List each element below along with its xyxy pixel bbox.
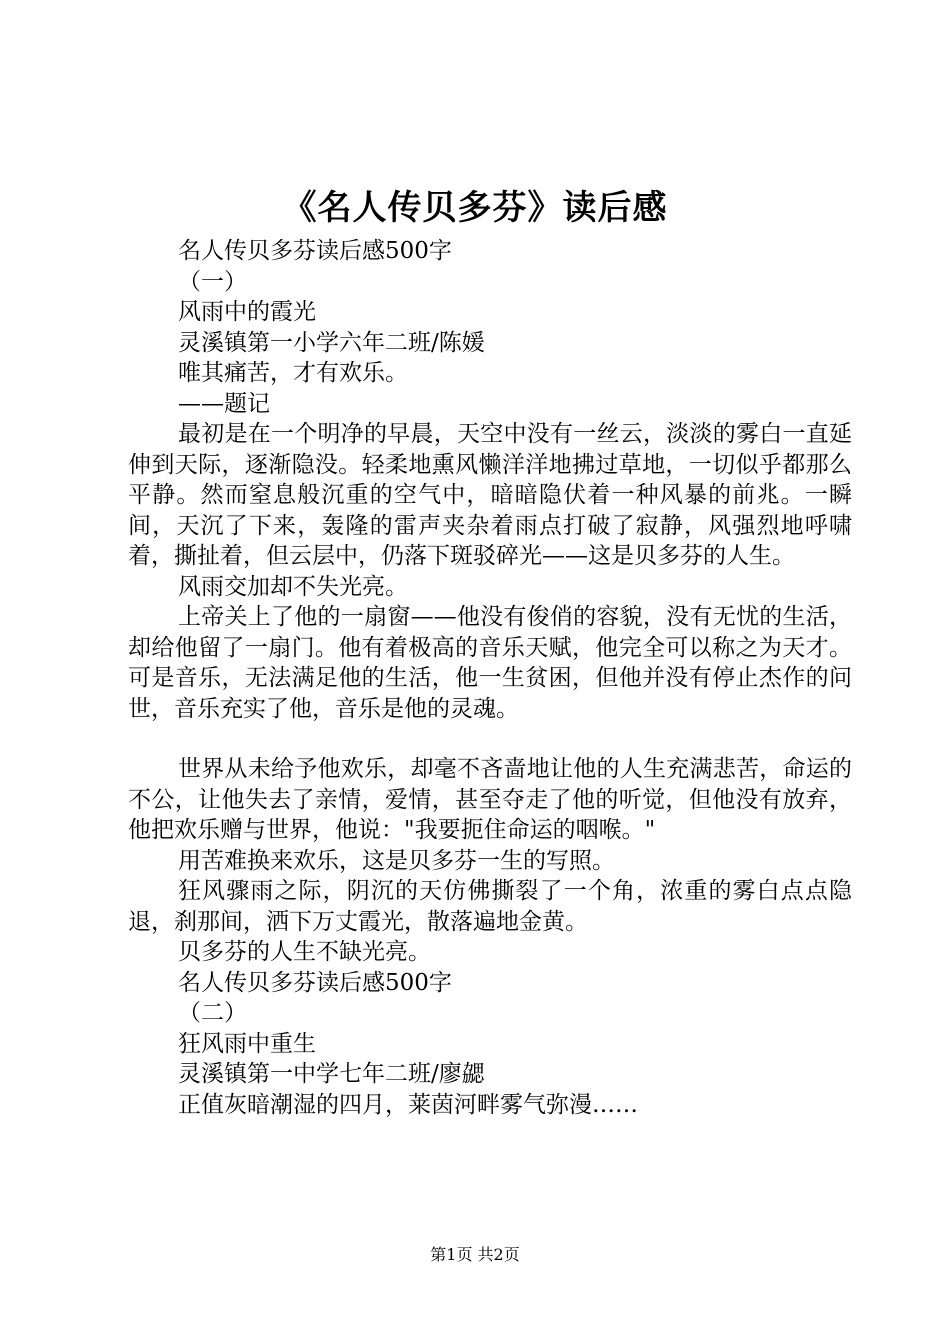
section-number: （一） (178, 268, 247, 295)
paragraph: 风雨交加却不失光亮。 (178, 573, 408, 600)
paragraph-gap (128, 724, 852, 754)
essay-title: 风雨中的霞光 (178, 299, 316, 325)
epigraph: 唯其痛苦，才有欢乐。 (178, 360, 408, 386)
epigraph-source: ——题记 (178, 390, 270, 417)
document-body (128, 236, 852, 1120)
paragraph: 用苦难换来欢乐，这是贝多芬一生的写照。 (178, 847, 615, 874)
paragraph: 狂风骤雨之际，阴沉的天仿佛撕裂了一个角，浓重的雾白点点隐退，刹那间，洒下万丈霞光，散落遍地金黄。 (128, 878, 852, 935)
section-number: （二） (178, 1000, 247, 1026)
opening-line: 正值灰暗潮湿的四月，莱茵河畔雾气弥漫…… (178, 1091, 638, 1118)
paragraph: 贝多芬的人生不缺光亮。 (178, 939, 431, 965)
paragraph: 上帝关上了他的一扇窗——他没有俊俏的容貌，没有无忧的生活，却给他留了一扇门。他有着极高的音乐天赋，他完全可以称之为天才。可是音乐，无法满足他的生活，他一生贫困，但他并没有停止杰作的问世，音乐充实了他，音乐是他的灵魂。 (128, 604, 852, 722)
paragraph: 最初是在一个明净的早晨，天空中没有一丝云，淡淡的雾白一直延伸到天际，逐渐隐没。轻柔地熏风懒洋洋地拂过草地，一切似乎都那么平静。然而窒息般沉重的空气中，暗暗隐伏着一种风暴的前兆。一瞬间，天沉了下来，轰隆的雷声夹杂着雨点打破了寂静，风强烈地呼啸着，撕扯着，但云层中，仍落下斑驳碎光——这是贝多芬的人生。 (128, 421, 852, 569)
subtitle-line: 名人传贝多芬读后感500字 (178, 969, 452, 996)
author-line: 灵溪镇第一中学七年二班/廖勰 (178, 1061, 485, 1087)
essay-title: 狂风雨中重生 (178, 1030, 316, 1057)
author-line: 灵溪镇第一小学六年二班/陈媛 (178, 329, 485, 356)
document-title: 《名人传贝多芬》读后感 (282, 188, 668, 228)
subtitle-line: 名人传贝多芬读后感500字 (178, 238, 452, 264)
page-footer: 第1页 共2页 (430, 1245, 520, 1264)
paragraph: 世界从未给予他欢乐，却毫不吝啬地让他的人生充满悲苦，命运的不公，让他失去了亲情，爱情，甚至夺走了他的听觉，但他没有放弃，他把欢乐赠与世界，他说："我要扼住命运的咽喉。" (128, 756, 852, 843)
